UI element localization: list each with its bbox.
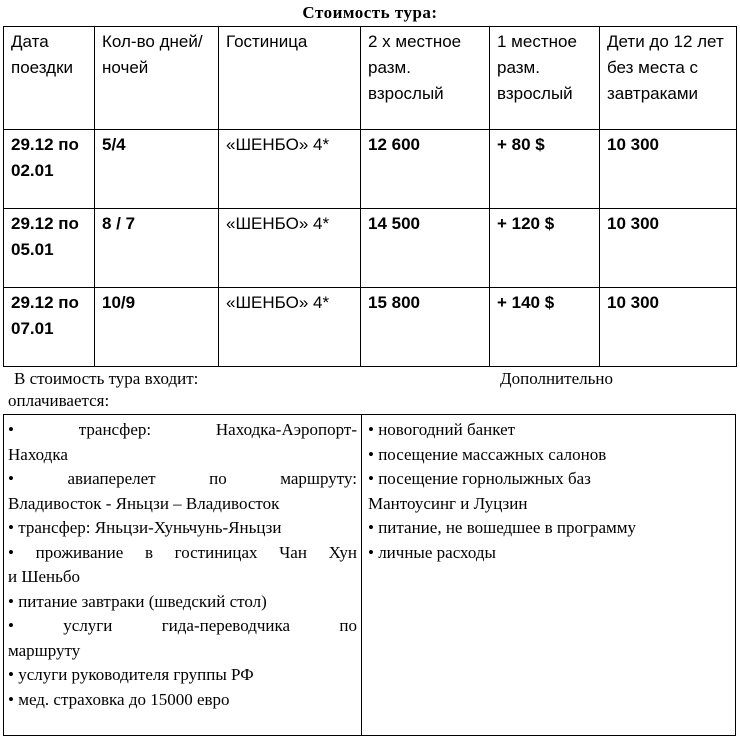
list-item: • трансфер: Яньцзи-Хуньчунь-Яньцзи (8, 518, 282, 537)
cell-date: 29.12 по 02.01 (4, 130, 95, 209)
list-item: • питание, не вошедшее в программу (368, 518, 637, 537)
table-header-row (4, 27, 737, 130)
cell-single: + 140 $ (490, 288, 600, 367)
cell-date: 29.12 по 05.01 (4, 209, 95, 288)
page-title: Стоимость тура: (302, 3, 438, 22)
list-item: • посещение горнолыжных баз (368, 469, 591, 488)
list-item: • личные расходы (368, 542, 496, 562)
list-item: • трансфер: Находка-Аэропорт- (8, 420, 357, 439)
list-item: • услуги руководителя группы РФ (8, 665, 254, 684)
included-list (4, 415, 362, 735)
header-hotel: Гостиница (219, 27, 361, 130)
cell-hotel: «ШЕНБО» 4* (219, 130, 361, 209)
list-item: • новогодний банкет (368, 420, 516, 439)
list-item: • авиаперелет по маршруту: (8, 469, 357, 488)
list-item: • питание завтраки (шведский стол) (8, 591, 267, 611)
list-item: Владивосток - Яньцзи – Владивосток (8, 493, 280, 513)
cell-double: 14 500 (361, 209, 490, 288)
list-item: • посещение массажных салонов (368, 444, 607, 464)
header-double: 2 х местное разм. взрослый (361, 27, 490, 130)
table-row (4, 130, 737, 209)
services-table (3, 414, 736, 736)
cell-children: 10 300 (600, 288, 737, 367)
cell-children: 10 300 (600, 209, 737, 288)
list-item: • мед. страховка до 15000 евро (8, 689, 230, 709)
header-date: Дата поездки (4, 27, 95, 130)
list-item: • услуги гида-переводчика по (8, 616, 357, 635)
cell-date: 29.12 по 07.01 (4, 288, 95, 367)
list-item: и Шеньбо (8, 567, 81, 586)
header-children: Дети до 12 лет без места с завтраками (600, 27, 737, 130)
cell-single: + 120 $ (490, 209, 600, 288)
table-row (4, 209, 737, 288)
additional-label: Дополнительно (500, 369, 613, 388)
cell-hotel: «ШЕНБО» 4* (219, 209, 361, 288)
cell-double: 12 600 (361, 130, 490, 209)
list-item: • проживание в гостиницах Чан Хун (8, 542, 357, 562)
header-days: Кол-во дней/ночей (95, 27, 219, 130)
cell-children: 10 300 (600, 130, 737, 209)
list-item: Находка (8, 444, 68, 464)
price-table (3, 26, 737, 367)
header-single: 1 местное разм. взрослый (490, 27, 600, 130)
cell-days: 5/4 (95, 130, 219, 209)
list-item: маршруту (8, 640, 81, 660)
table-row (4, 288, 737, 367)
cell-days: 10/9 (95, 288, 219, 367)
additional-label-continued: оплачивается: (8, 391, 110, 410)
cell-hotel: «ШЕНБО» 4* (219, 288, 361, 367)
list-item: Мантоусинг и Луцзин (368, 493, 528, 513)
included-label: В стоимость тура входит: (14, 369, 199, 388)
cell-days: 8 / 7 (95, 209, 219, 288)
cell-double: 15 800 (361, 288, 490, 367)
cell-single: + 80 $ (490, 130, 600, 209)
additional-list (362, 415, 735, 735)
